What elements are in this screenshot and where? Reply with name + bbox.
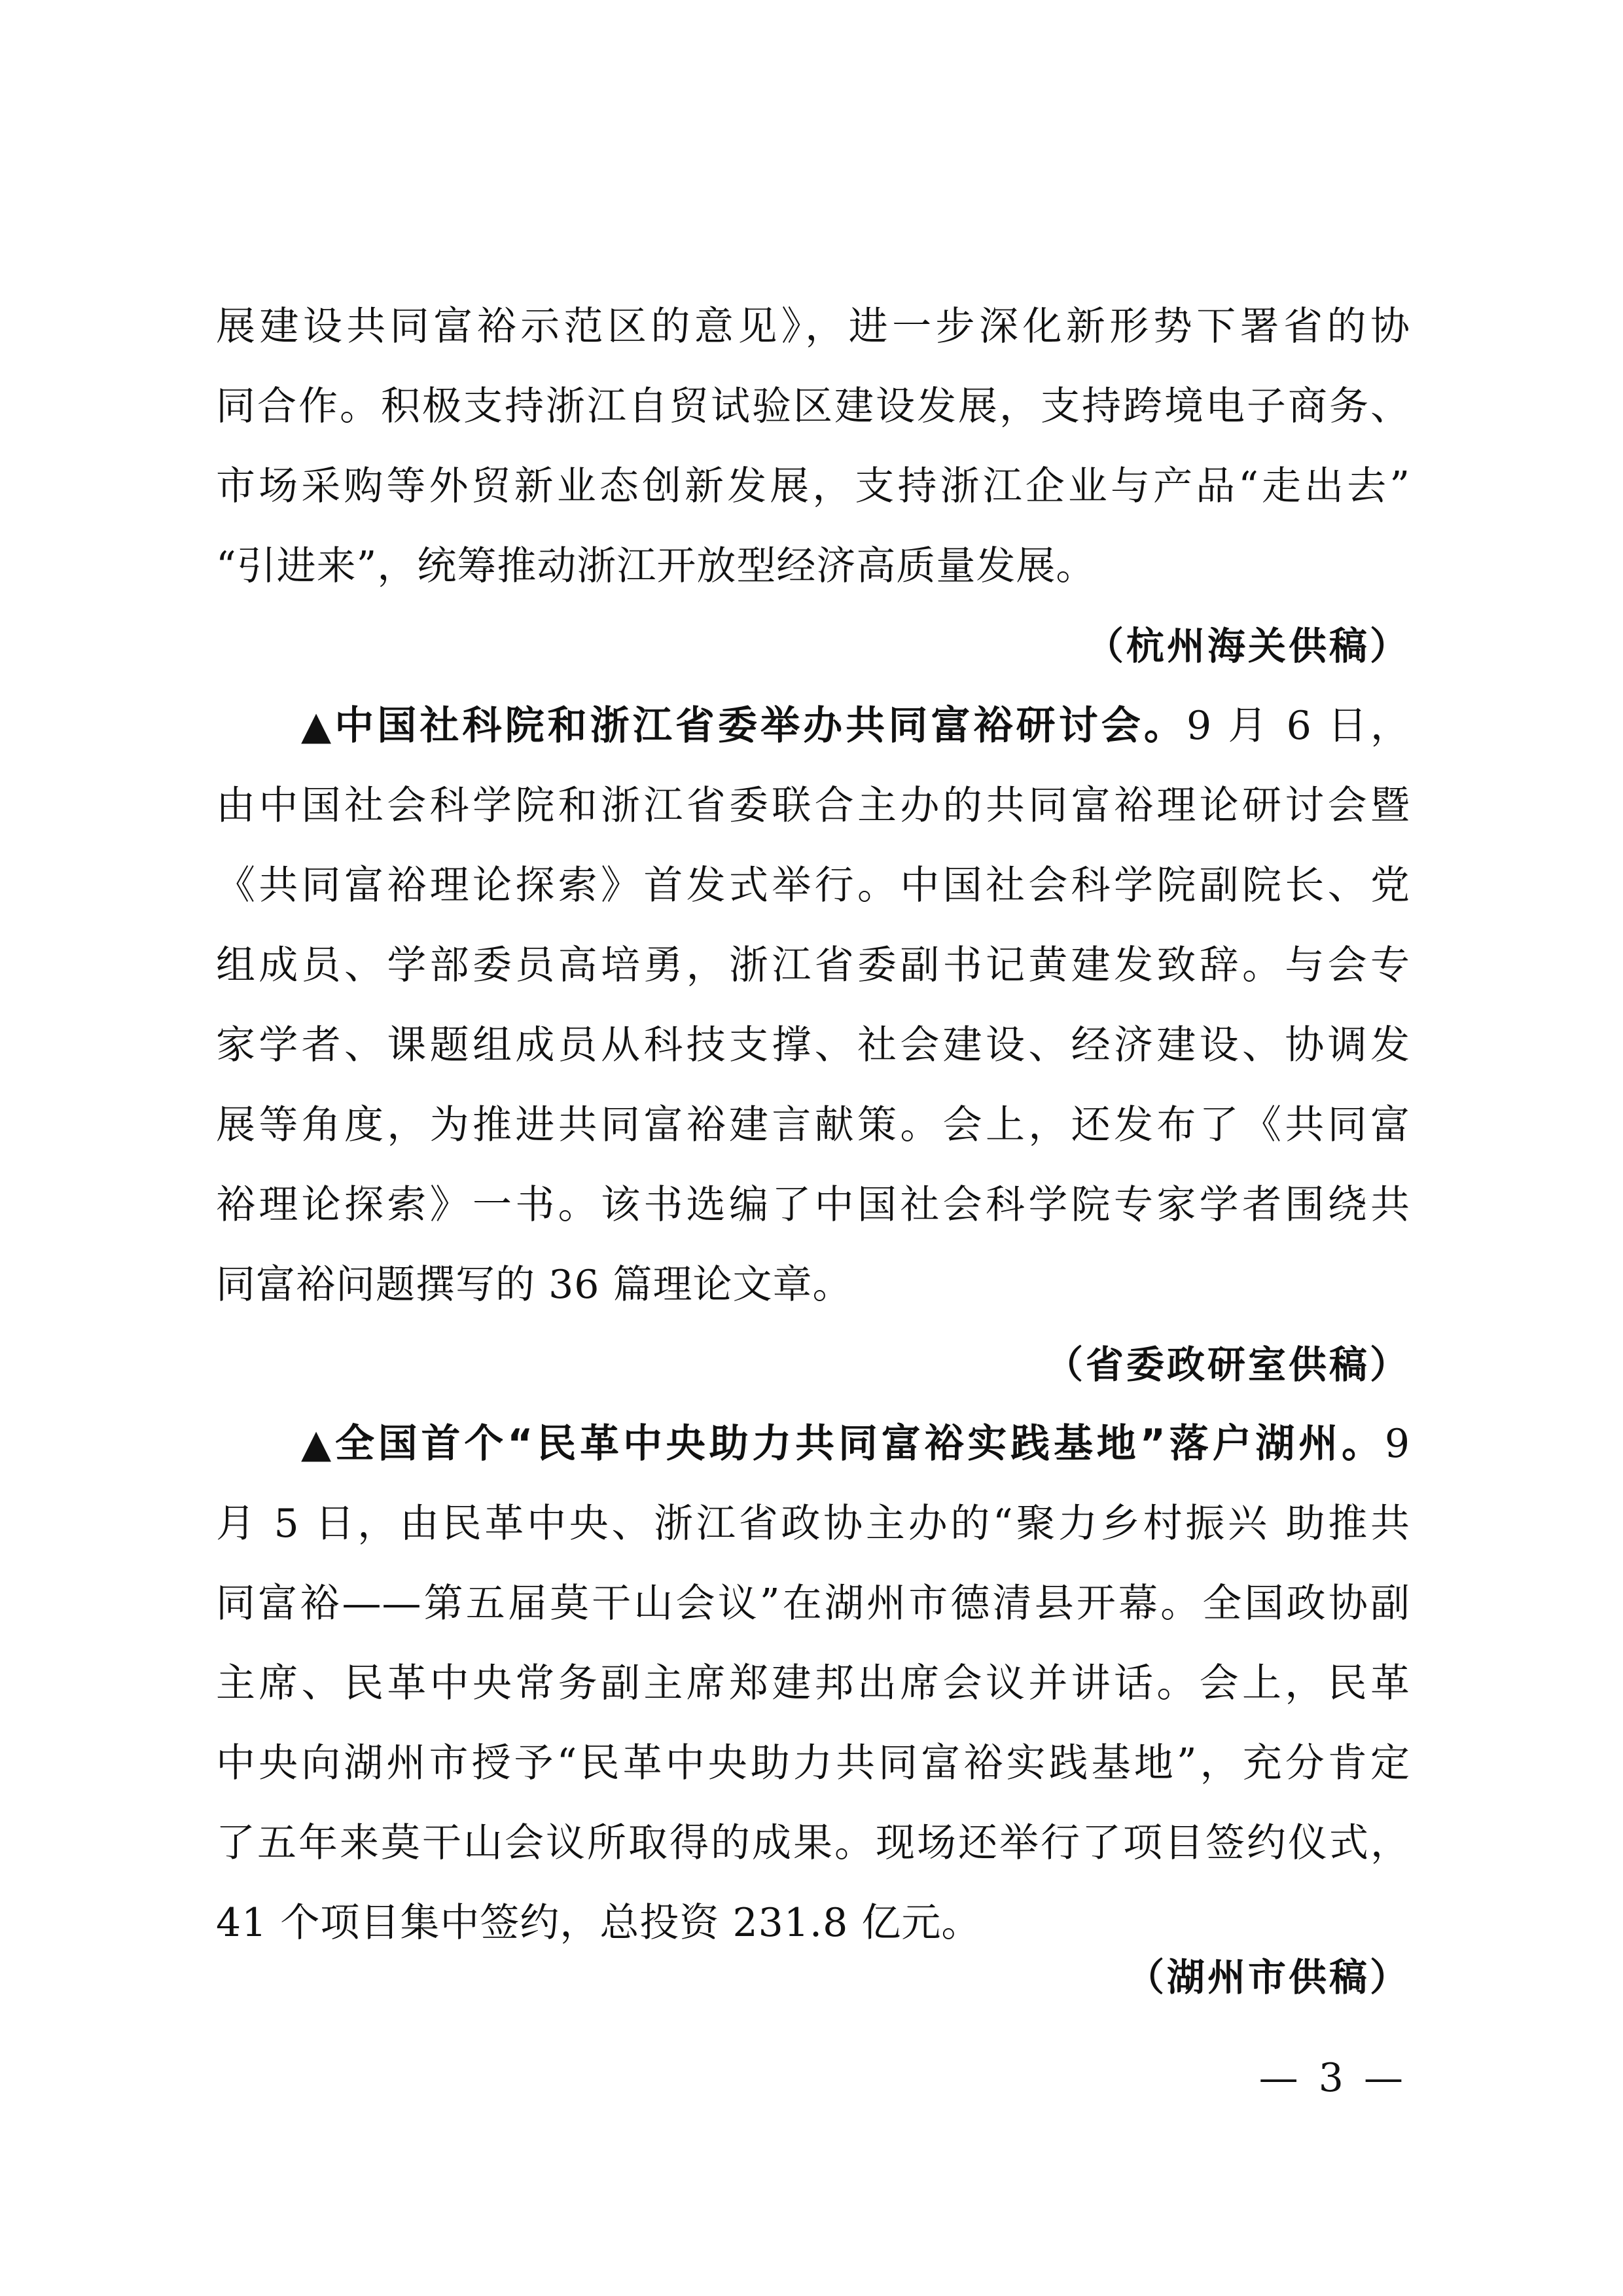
paragraph-line: 由中国社会科学院和浙江省委联合主办的共同富裕理论研讨会暨 [216, 783, 1410, 829]
news-headline: ▲全国首个“民革中央助力共同富裕实践基地”落户湖州。 [301, 1421, 1385, 1467]
source-attribution: （杭州海关供稿） [1085, 624, 1410, 668]
paragraph-line: 同富裕——第五届莫干山会议”在湖州市德清县开幕。全国政协副 [216, 1581, 1410, 1626]
paragraph-line: 月 5 日，由民革中央、浙江省政协主办的“聚力乡村振兴 助推共 [216, 1501, 1410, 1547]
section-huzhou-base [216, 1404, 1410, 1963]
paragraph-line: 了五年来莫干山会议所取得的成果。现场还举行了项目签约仪式， [216, 1820, 1410, 1866]
paragraph-line: 组成员、学部委员高培勇，浙江省委副书记黄建发致辞。与会专 [216, 942, 1410, 988]
headline-date: 9 [1384, 1421, 1410, 1467]
paragraph-line: 同合作。积极支持浙江自贸试验区建设发展，支持跨境电子商务、 [216, 384, 1410, 429]
page-number: — 3 — [1258, 2055, 1407, 2101]
headline-line [216, 686, 1410, 766]
paragraph-line: 家学者、课题组成员从科技支撑、社会建设、经济建设、协调发 [216, 1022, 1410, 1068]
paragraph-line: 主席、民革中央常务副主席郑建邦出席会议并讲话。会上，民革 [216, 1660, 1410, 1706]
source-attribution: （湖州市供稿） [1126, 1955, 1410, 2000]
news-headline: ▲中国社科院和浙江省委举办共同富裕研讨会。 [301, 703, 1186, 749]
source-attribution: （省委政研室供稿） [1044, 1342, 1410, 1387]
paragraph-line: 展建设共同富裕示范区的意见》，进一步深化新形势下署省的协 [216, 304, 1410, 350]
section-huzhou-source [216, 1937, 1410, 2017]
paragraph-line: 市场采购等外贸新业态创新发展，支持浙江企业与产品“走出去” [216, 463, 1410, 509]
paragraph-line: 展等角度，为推进共同富裕建言献策。会上，还发布了《共同富 [216, 1102, 1410, 1148]
section-cass-seminar [216, 686, 1410, 1405]
headline-line [216, 1404, 1410, 1484]
headline-date: 9 月 6 日， [1186, 703, 1410, 749]
section-customs [216, 287, 1410, 686]
paragraph-line: “引进来”，统筹推动浙江开放型经济高质量发展。 [216, 543, 1096, 589]
paragraph-line: 同富裕问题撰写的 36 篇理论文章。 [216, 1262, 853, 1308]
paragraph-line: 中央向湖州市授予“民革中央助力共同富裕实践基地”，充分肯定 [216, 1740, 1410, 1786]
paragraph-line: 《共同富裕理论探索》首发式举行。中国社会科学院副院长、党 [216, 863, 1410, 908]
paragraph-line: 41 个项目集中签约，总投资 231.8 亿元。 [216, 1900, 982, 1946]
paragraph-line: 裕理论探索》一书。该书选编了中国社会科学院专家学者围绕共 [216, 1182, 1410, 1228]
